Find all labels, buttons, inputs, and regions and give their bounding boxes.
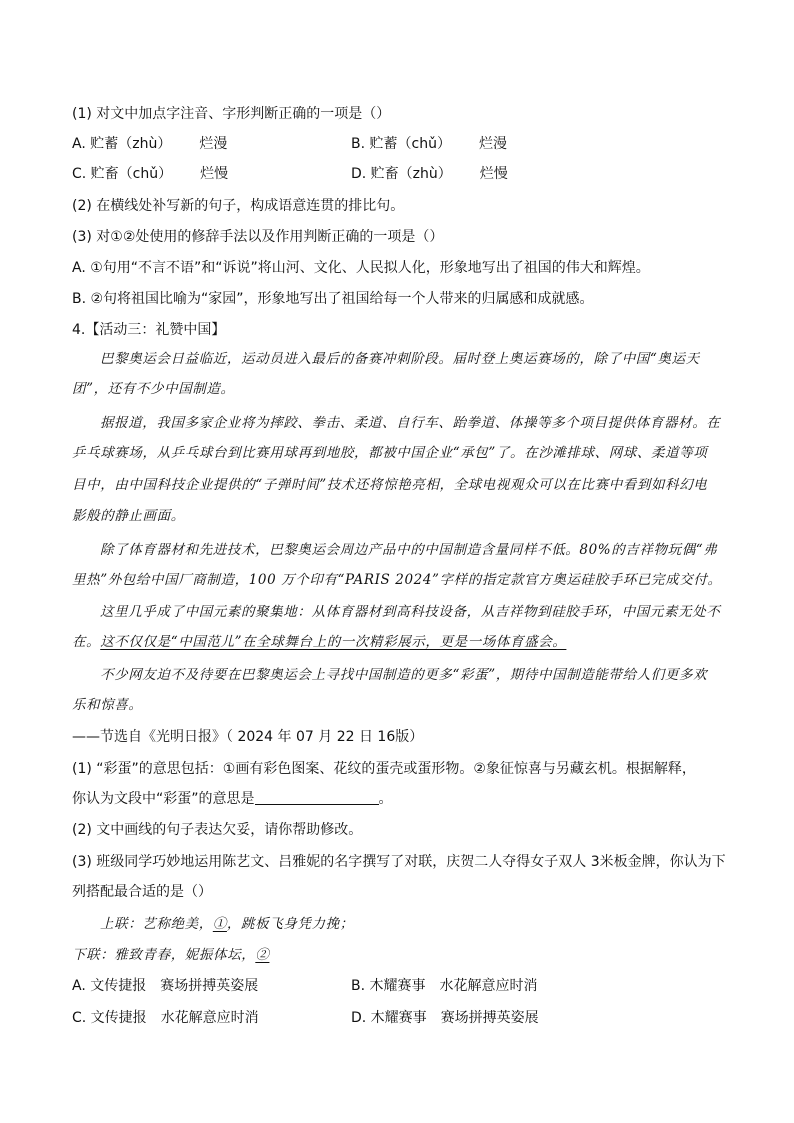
passage-line: 团”，还有不少中国制造。	[72, 381, 235, 397]
option-b	[351, 134, 507, 154]
option-label: D. 贮畜（zhù）	[351, 166, 452, 182]
question-text-end: 。	[378, 791, 393, 807]
couplet-text: 下联：雅致青春，妮振体坛，	[72, 947, 256, 963]
passage-line: 巴黎奥运会日益临近，运动员进入最后的备赛冲刺阶段。届时登上奥运赛场的，除了中国“奥运天	[100, 351, 700, 367]
option-label: D. 木耀赛事	[351, 1010, 427, 1026]
passage-line	[72, 632, 566, 652]
passage-line: 乐和惊喜。	[72, 697, 143, 713]
option-d	[351, 164, 508, 184]
section-heading: 4.【活动三：礼赞中国】	[72, 322, 226, 338]
question-3-2: (2) 在横线处补写新的句子，构成语意连贯的排比句。	[72, 198, 405, 214]
option-d	[351, 1008, 539, 1028]
couplet-text: ，跳板飞身凭力挽；	[226, 916, 354, 932]
option-a	[72, 976, 258, 996]
question-4-1: (1) “彩蛋”的意思包括：①画有彩色图案、花纹的蛋壳或蛋形物。②象征惊喜与另藏玄机。根据解释，	[72, 761, 696, 777]
option-label: C. 文传捷报	[72, 1010, 147, 1026]
passage-line: 据报道，我国多家企业将为摔跤、拳击、柔道、自行车、跆拳道、体操等多个项目提供体育器材。在	[100, 415, 721, 431]
option-c	[72, 164, 228, 184]
passage-line: 目中，由中国科技企业提供的“子弹时间”技术还将惊艳亮相，全球电视观众可以在比赛中看到如科幻电	[72, 477, 708, 493]
option-label: C. 贮畜（chǔ）	[72, 166, 173, 182]
couplet-upper	[100, 914, 354, 934]
source-citation: ——节选自《光明日报》（ 2024 年 07 月 22 日 16版）	[72, 729, 424, 745]
option-word: 烂漫	[199, 136, 228, 152]
blank-marker-2: ②	[255, 947, 270, 963]
couplet-text: 上联：艺称绝美，	[100, 916, 213, 932]
option-label: A. 贮蓄（zhù）	[72, 136, 172, 152]
option-word: 烂慢	[200, 166, 229, 182]
question-3-3-option-a: A. ①句用“不言不语”和“诉说”将山河、文化、人民拟人化，形象地写出了祖国的伟大和辉煌。	[72, 260, 650, 276]
question-4-2: (2) 文中画线的句子表达欠妥，请你帮助修改。	[72, 822, 363, 838]
passage-line: 这里几乎成了中国元素的聚集地：从体育器材到高科技设备，从吉祥物到硅胶手环，中国元素无处不	[100, 604, 721, 620]
option-text: 赛场拼搏英姿展	[440, 1010, 539, 1026]
passage-line: 除了体育器材和先进技术，巴黎奥运会周边产品中的中国制造含量同样不低。80%的吉祥物玩偶“弗	[100, 542, 718, 558]
couplet-lower	[72, 945, 269, 965]
question-4-1-cont	[72, 789, 393, 809]
question-3-1: (1) 对文中加点字注音、字形判断正确的一项是（）	[72, 106, 391, 122]
underlined-sentence: 这不仅仅是“中国范儿”在全球舞台上的一次精彩展示，更是一场体育盛会。	[100, 634, 567, 650]
passage-line: 不少网友迫不及待要在巴黎奥运会上寻找中国制造的更多“彩蛋”，期待中国制造能带给人们更多欢	[100, 667, 708, 683]
passage-line: 乒乓球赛场，从乒乓球台到比赛用球再到地胶，都被中国企业“承包”了。在沙滩排球、网球、柔道等项	[72, 445, 708, 461]
passage-line: 影般的静止画面。	[72, 508, 185, 524]
option-word: 烂慢	[479, 166, 508, 182]
option-text: 水花解意应时消	[160, 1010, 259, 1026]
option-label: B. 木耀赛事	[351, 978, 426, 994]
question-4-3-cont: 列搭配最合适的是（）	[72, 884, 212, 900]
option-text: 赛场拼搏英姿展	[160, 978, 259, 994]
option-label: B. 贮蓄（chǔ）	[351, 136, 451, 152]
blank-marker-1: ①	[212, 916, 227, 932]
question-4-3: (3) 班级同学巧妙地运用陈艺文、吕雅妮的名字撰写了对联，庆贺二人夺得女子双人 3米板金牌，你认为下	[72, 854, 726, 870]
option-label: A. 文传捷报	[72, 978, 147, 994]
option-a	[72, 134, 227, 154]
question-3-3: (3) 对①②处使用的修辞手法以及作用判断正确的一项是（）	[72, 229, 444, 245]
option-c	[72, 1008, 259, 1028]
option-word: 烂漫	[478, 136, 507, 152]
question-3-3-option-b: B. ②句将祖国比喻为“家园”，形象地写出了祖国给每一个人带来的归属感和成就感。	[72, 291, 594, 307]
passage-line: 里热”外包给中国厂商制造，100 万个印有“PARIS 2024”字样的指定款官方奥运硅胶手环已完成交付。	[72, 572, 722, 588]
passage-text: 在。	[72, 634, 101, 650]
option-text: 水花解意应时消	[439, 978, 538, 994]
answer-blank[interactable]	[255, 790, 379, 805]
question-text: 你认为文段中“彩蛋”的意思是	[72, 791, 255, 807]
option-b	[351, 976, 538, 996]
